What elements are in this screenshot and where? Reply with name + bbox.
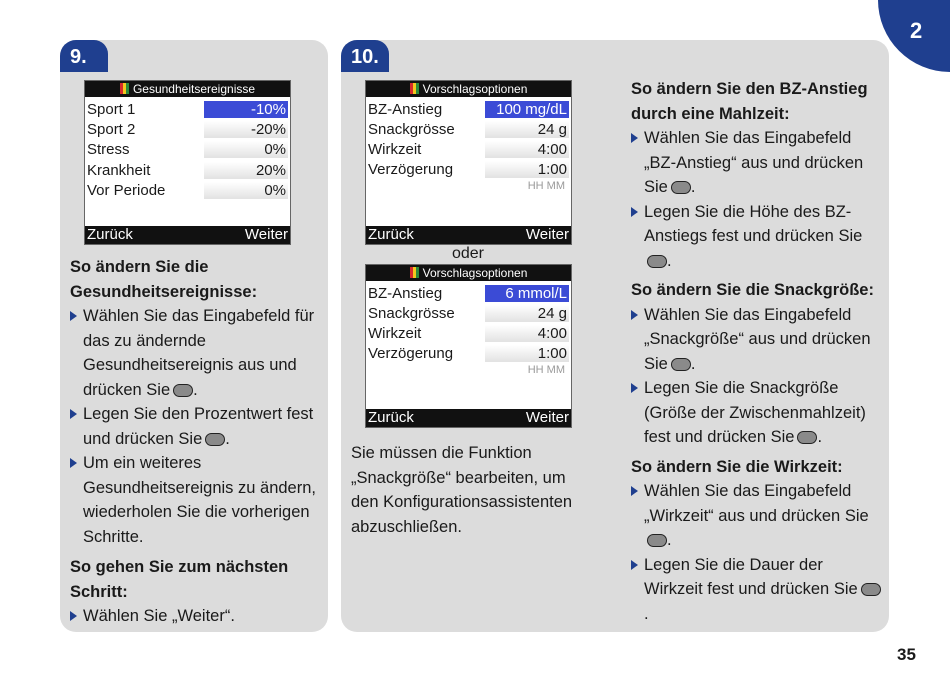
step-9-instructions (70, 255, 320, 629)
row-label: Snackgrösse (368, 305, 455, 322)
back-softkey[interactable]: Zurück (87, 226, 133, 243)
bullet-text: Legen Sie die Dauer der Wirkzeit fest und drücken Sie (644, 555, 858, 598)
list-item: Wählen Sie das Eingabefeld „BZ-Anstieg“ aus und drücken Sie . (631, 126, 883, 200)
row-label: Wirkzeit (368, 141, 422, 158)
bullet-icon (631, 310, 638, 320)
row-label: BZ-Anstieg (368, 101, 443, 118)
next-softkey[interactable]: Weiter (244, 226, 288, 243)
row-label: Verzögerung (368, 345, 454, 362)
row-label: Verzögerung (368, 161, 454, 178)
screen-title-bar (366, 81, 571, 97)
bullet-icon (631, 486, 638, 496)
row-value[interactable]: 24 g (485, 121, 569, 138)
screen-title: Gesundheitsereignisse (132, 82, 256, 96)
bullet-icon (70, 458, 77, 468)
time-units-label: HH MM (527, 364, 565, 376)
list-item (70, 604, 320, 629)
row-bz-anstieg[interactable] (368, 284, 569, 304)
row-label: Stress (87, 141, 130, 158)
section-heading: So ändern Sie die Snackgröße: (631, 281, 874, 299)
row-value[interactable]: 4:00 (485, 325, 569, 342)
screen-title: Vorschlagsoptionen (422, 266, 528, 280)
vorschlagsoptionen-screen-mg (365, 80, 572, 245)
row-sport-2[interactable] (87, 120, 288, 140)
list-item: Wählen Sie das Eingabefeld „Snackgröße“ aus und drücken Sie . (631, 303, 883, 377)
row-label: Vor Periode (87, 182, 166, 199)
next-softkey[interactable]: Weiter (525, 409, 569, 426)
bullet-icon (70, 311, 77, 321)
row-value[interactable]: 1:00 (485, 345, 569, 362)
bullet-text: Legen Sie die Höhe des BZ-Anstiegs fest und drücken Sie (644, 202, 863, 245)
device-button-icon (797, 431, 817, 444)
bullet-text: Legen Sie den Prozentwert fest und drücken Sie (83, 405, 314, 448)
softkey-bar (85, 226, 290, 244)
bullet-icon (70, 611, 77, 621)
device-button-icon (173, 384, 193, 397)
oder-label: oder (451, 245, 485, 262)
back-softkey[interactable]: Zurück (368, 226, 414, 243)
bullet-text: Wählen Sie das Eingabefeld „Wirkzeit“ aus und drücken Sie (644, 482, 869, 525)
step-10-badge: 10. (341, 40, 389, 72)
list-item: Wählen Sie das Eingabefeld „Wirkzeit“ aus und drücken Sie. (631, 479, 883, 553)
row-value[interactable]: 20% (204, 162, 288, 179)
row-value[interactable]: 1:00 (485, 161, 569, 178)
row-snackgroesse[interactable] (368, 120, 569, 140)
row-value-selected[interactable]: 6 mmol/L (485, 285, 569, 302)
row-bz-anstieg[interactable] (368, 100, 569, 120)
row-label: Snackgrösse (368, 121, 455, 138)
step-9-badge: 9. (60, 40, 108, 72)
row-value[interactable]: 4:00 (485, 141, 569, 158)
chapter-number: 2 (910, 18, 923, 43)
row-value[interactable]: 24 g (485, 305, 569, 322)
step-10-instructions (631, 77, 883, 626)
gesundheitsereignisse-screen (84, 80, 291, 245)
device-button-icon (647, 534, 667, 547)
device-button-icon (671, 358, 691, 371)
row-verzoegerung[interactable] (368, 344, 569, 364)
screen-title: Vorschlagsoptionen (422, 82, 528, 96)
bullet-icon (631, 383, 638, 393)
list-item: Wählen Sie das Eingabefeld für das zu ändernde Gesundheitsereignis aus und drücken Sie . (70, 304, 320, 402)
vorschlagsoptionen-screen-mmol (365, 264, 572, 428)
row-wirkzeit[interactable] (368, 140, 569, 160)
bullet-text: Wählen Sie „Weiter“. (83, 607, 235, 625)
accu-chek-logo-icon (410, 83, 419, 94)
list-item: Legen Sie die Höhe des BZ-Anstiegs fest und drücken Sie. (631, 200, 883, 274)
row-verzoegerung[interactable] (368, 160, 569, 180)
row-value[interactable]: 0% (204, 182, 288, 199)
time-units-label: HH MM (527, 180, 565, 192)
list-item: Legen Sie den Prozentwert fest und drücken Sie . (70, 402, 320, 451)
row-snackgroesse[interactable] (368, 304, 569, 324)
row-vor-periode[interactable] (87, 181, 288, 201)
row-label: Sport 1 (87, 101, 136, 118)
row-stress[interactable] (87, 140, 288, 160)
section-heading: So ändern Sie die Wirkzeit: (631, 457, 843, 476)
snackgroesse-note: Sie müssen die Funktion „Snackgröße“ bearbeiten, um den Konfigurationsassistenten abzuschließen. (351, 444, 573, 536)
bullet-text: Legen Sie die Snackgröße (Größe der Zwischenmahlzeit) fest und drücken Sie (644, 379, 866, 446)
row-value[interactable]: -20% (204, 121, 288, 138)
row-krankheit[interactable] (87, 161, 288, 181)
bullet-icon (631, 133, 638, 143)
bullet-icon (70, 409, 77, 419)
list-item: Legen Sie die Dauer der Wirkzeit fest und drücken Sie. (631, 553, 883, 627)
bullet-icon (631, 207, 638, 217)
list-item (70, 451, 320, 549)
accu-chek-logo-icon (410, 267, 419, 278)
row-wirkzeit[interactable] (368, 324, 569, 344)
back-softkey[interactable]: Zurück (368, 409, 414, 426)
bullet-text: Wählen Sie das Eingabefeld für das zu ändernde Gesundheitsereignis aus und drücken Sie (83, 307, 315, 399)
page-number: 35 (897, 645, 916, 664)
device-button-icon (861, 583, 881, 596)
row-value[interactable]: 0% (204, 141, 288, 158)
accu-chek-logo-icon (120, 83, 129, 94)
bullet-icon (631, 560, 638, 570)
row-value-selected[interactable]: -10% (204, 101, 288, 118)
next-softkey[interactable]: Weiter (525, 226, 569, 243)
softkey-bar (366, 409, 571, 427)
bullet-text: Um ein weiteres Gesundheitsereignis zu ändern, wiederholen Sie die vorherigen Schritte. (83, 454, 316, 546)
row-label: Krankheit (87, 162, 151, 179)
softkey-bar (366, 226, 571, 244)
row-sport-1[interactable] (87, 100, 288, 120)
device-button-icon (205, 433, 225, 446)
bullet-text: Wählen Sie das Eingabefeld „Snackgröße“ aus und drücken Sie (644, 305, 871, 373)
section-heading: So ändern Sie den BZ-Anstieg durch eine Mahlzeit: (631, 80, 868, 123)
row-label: BZ-Anstieg (368, 285, 443, 302)
device-button-icon (671, 181, 691, 194)
row-label: Sport 2 (87, 121, 136, 138)
device-button-icon (647, 255, 667, 268)
row-label: Wirkzeit (368, 325, 422, 342)
section-heading: So ändern Sie die Gesundheitsereignisse: (70, 258, 258, 301)
section-heading: So gehen Sie zum nächsten Schritt: (70, 558, 289, 601)
screen-title-bar (366, 265, 571, 281)
row-value-selected[interactable]: 100 mg/dL (485, 101, 569, 118)
bullet-text: Wählen Sie das Eingabefeld „BZ-Anstieg“ aus und drücken Sie (644, 129, 864, 196)
screen-title-bar (85, 81, 290, 97)
list-item: Legen Sie die Snackgröße (Größe der Zwischenmahlzeit) fest und drücken Sie . (631, 376, 883, 450)
